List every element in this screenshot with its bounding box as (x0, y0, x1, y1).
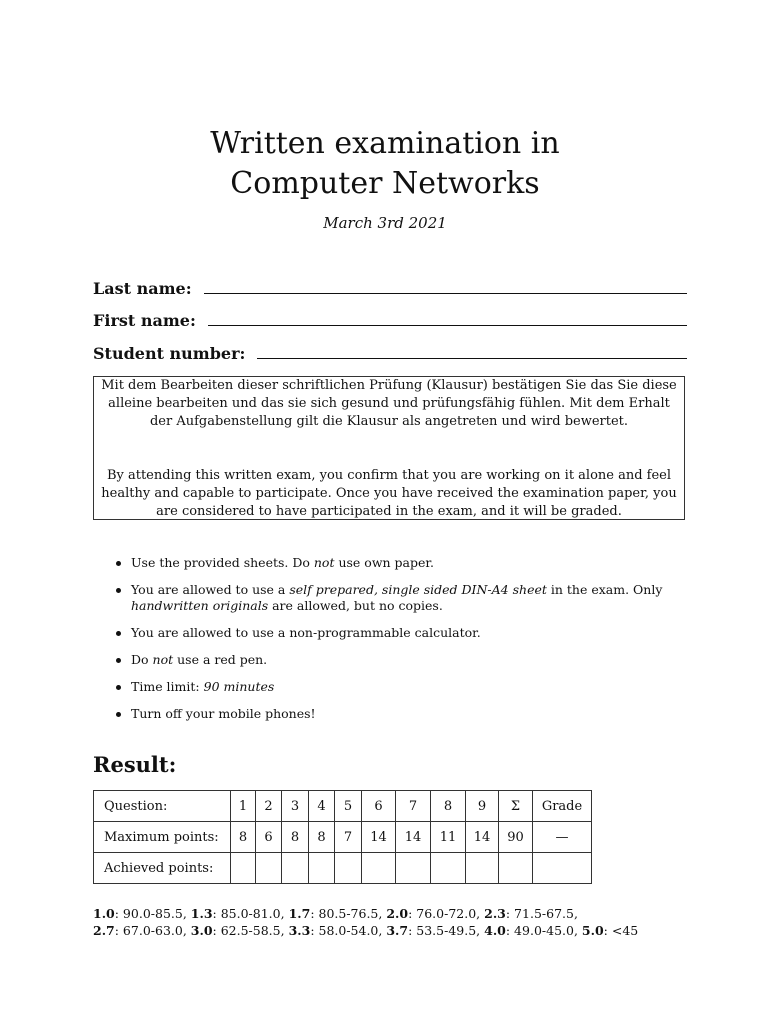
rule-item (112, 652, 687, 668)
achieved-points-cell[interactable] (231, 853, 256, 884)
max-points-total-cell: 90 (499, 822, 533, 853)
achieved-points-cell[interactable] (362, 853, 396, 884)
rule-item (112, 582, 687, 614)
exam-date: March 3rd 2021 (323, 214, 447, 232)
grade-range: : 58.0-54.0, (310, 923, 387, 938)
declaration-german: Mit dem Bearbeiten dieser schriftlichen Prüfung (Klausur) bestätigen Sie das Sie diese alleine bearbeiten und das sie sich gesund und prüfungsfähig fühlen. Mit dem Erhalt der Aufgabenstellung gilt die Klausur als angetreten und wird bewertet. (101, 378, 677, 429)
rule-text: Do (131, 652, 153, 667)
student-number-line[interactable] (257, 357, 687, 359)
achieved-points-cell[interactable] (256, 853, 282, 884)
grade-value: 2.7 (93, 923, 115, 938)
last-name-line[interactable] (204, 292, 687, 294)
rule-text: in the exam. Only (546, 582, 663, 597)
question-cell: 1 (231, 791, 256, 822)
grade-value: 3.0 (190, 923, 213, 938)
max-points-row-label: Maximum points: (94, 822, 231, 853)
grade-scale-line-2 (93, 922, 693, 939)
max-points-cell: 14 (466, 822, 499, 853)
rule-emphasis: self prepared, single sided DIN-A4 sheet (289, 582, 547, 597)
achieved-points-cell[interactable] (309, 853, 335, 884)
grade-value: 3.3 (288, 923, 311, 938)
achieved-points-cell[interactable] (396, 853, 431, 884)
exam-rules-list (112, 555, 687, 733)
declaration-english: By attending this written exam, you confirm that you are working on it alone and feel healthy and capable to participate. Once you have received the examination paper, you are considered to have participated in the exam, and it will be graded. (101, 468, 677, 519)
grade-range: : 85.0-81.0, (212, 906, 289, 921)
title-line-1: Written examination in (210, 126, 560, 161)
last-name-field[interactable] (93, 274, 687, 298)
achieved-grade-cell[interactable] (533, 853, 592, 884)
rule-text: You are allowed to use a (131, 582, 290, 597)
first-name-label: First name: (93, 311, 196, 330)
question-cell: 4 (309, 791, 335, 822)
rule-emphasis: not (152, 652, 174, 667)
student-number-label: Student number: (93, 344, 246, 363)
rule-item (112, 555, 687, 571)
grade-range: : 67.0-63.0, (114, 923, 191, 938)
grade-value: 4.0 (484, 923, 506, 938)
declaration-box (93, 376, 685, 520)
rule-text: use a red pen. (173, 652, 268, 667)
first-name-line[interactable] (208, 324, 687, 326)
max-points-cell: 8 (231, 822, 256, 853)
max-points-cell: 6 (256, 822, 282, 853)
rule-emphasis: not (313, 555, 335, 570)
grade-value: 1.0 (93, 906, 115, 921)
max-points-cell: 11 (431, 822, 466, 853)
result-heading: Result: (93, 752, 177, 777)
achieved-points-row (94, 853, 592, 884)
achieved-points-total-cell[interactable] (499, 853, 533, 884)
exam-title (0, 124, 770, 204)
question-cell: 5 (335, 791, 362, 822)
grade-range: : 53.5-49.5, (408, 923, 485, 938)
max-points-grade-cell: — (533, 822, 592, 853)
rule-text: are allowed, but no copies. (268, 598, 443, 613)
grade-value: 3.7 (386, 923, 409, 938)
rule-item (112, 625, 687, 641)
max-points-cell: 14 (362, 822, 396, 853)
result-table (93, 790, 592, 884)
rule-text: Use the provided sheets. Do (131, 555, 314, 570)
sum-symbol-cell: Σ (499, 791, 533, 822)
achieved-points-cell[interactable] (282, 853, 309, 884)
max-points-cell: 14 (396, 822, 431, 853)
rule-text: Time limit: (131, 679, 204, 694)
achieved-points-cell[interactable] (431, 853, 466, 884)
rule-emphasis: handwritten originals (131, 598, 269, 613)
max-points-cell: 7 (335, 822, 362, 853)
grade-value: 1.7 (288, 906, 311, 921)
question-cell: 6 (362, 791, 396, 822)
title-line-2: Computer Networks (230, 166, 540, 201)
grade-range: : 76.0-72.0, (408, 906, 485, 921)
rule-item (112, 706, 687, 722)
grade-scale-line-1 (93, 905, 693, 922)
rule-text: use own paper. (334, 555, 434, 570)
max-points-row (94, 822, 592, 853)
max-points-cell: 8 (282, 822, 309, 853)
question-cell: 3 (282, 791, 309, 822)
achieved-points-cell[interactable] (466, 853, 499, 884)
rule-text: You are allowed to use a non-programmable calculator. (131, 625, 481, 640)
question-cell: 8 (431, 791, 466, 822)
grade-header-cell: Grade (533, 791, 592, 822)
rule-text: Turn off your mobile phones! (131, 706, 316, 721)
grade-range: : 90.0-85.5, (114, 906, 191, 921)
max-points-cell: 8 (309, 822, 335, 853)
rule-item (112, 679, 687, 695)
grade-scale (93, 905, 693, 939)
grade-value: 1.3 (190, 906, 213, 921)
grade-value: 2.0 (386, 906, 409, 921)
question-row-label: Question: (94, 791, 231, 822)
achieved-points-cell[interactable] (335, 853, 362, 884)
first-name-field[interactable] (93, 306, 687, 330)
question-row (94, 791, 592, 822)
grade-value: 5.0 (581, 923, 604, 938)
grade-value: 2.3 (484, 906, 506, 921)
grade-range: : 62.5-58.5, (212, 923, 289, 938)
student-number-field[interactable] (93, 339, 687, 363)
grade-range: : 49.0-45.0, (505, 923, 582, 938)
achieved-points-row-label: Achieved points: (94, 853, 231, 884)
grade-range: : 80.5-76.5, (310, 906, 387, 921)
question-cell: 7 (396, 791, 431, 822)
rule-emphasis: 90 minutes (203, 679, 275, 694)
grade-range: : <45 (603, 923, 639, 938)
question-cell: 2 (256, 791, 282, 822)
question-cell: 9 (466, 791, 499, 822)
grade-range: : 71.5-67.5, (505, 906, 578, 921)
last-name-label: Last name: (93, 279, 192, 298)
